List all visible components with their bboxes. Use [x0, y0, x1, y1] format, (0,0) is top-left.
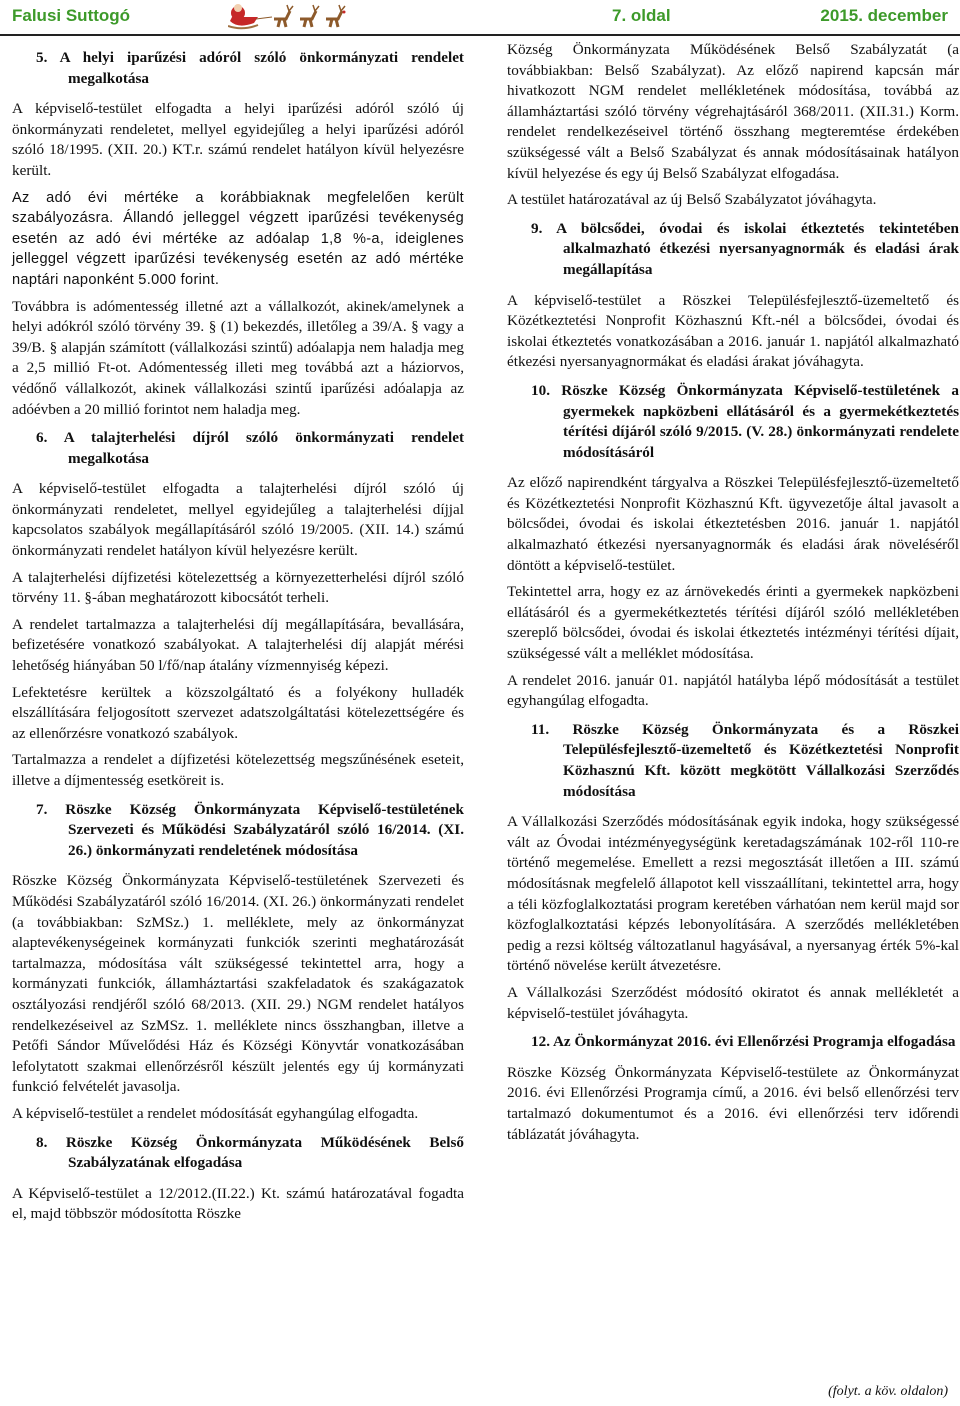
section-11-paragraph-1: A Vállalkozási Szerződés módosításának egyik indoka, hogy szükségessé vált az Óvodai intézményegységünk keretadagszámának 102-ről 110-re történő megemelése. Emellett a rezsi megosztását illetően a III. számú módosításnak megfelelő állapotot kell visszaállítani, tekintettel arra, hogy a téli közfoglalkoztatási program keretében várhatóan nem kerül majd sor közfoglalkoztatási képzés lebonyolítására. A szerződés mellékletében pedig a rezsi költség változatlanul hagyásával, a nyersanyag érték 5%-kal történő növelése került átvezetésre. [507, 813, 959, 975]
section-8-paragraph-2: Község Önkormányzata Működésének Belső Szabályzatát (a továbbiakban: Belső Szabályzat). Az előző napirend kapcsán már hivatkozott NGM rendelet mellékletének módosítása, továbbá az államháztartási szóló törvény végrehajtásáról 368/2011. (XII.31.) Korm. rendelet rendelkezéseivel történő összhang megteremtése érdekében szükségessé vált a Belső Szabályzat és annak módosításainak hatályon kívül helyezése és egy új Belső Szabályzat elfogadása. [507, 41, 959, 182]
section-7-paragraph-1: Röszke Község Önkormányzata Képviselő-testületének Szervezeti és Működési Szabályzatáról szóló 16/2014. (XI. 26.) önkormányzati rendelet (a továbbiakban: SzMSz.) 1. melléklete, mely az önkormányzat alaptevékenységeinek kormányzati funkciók szerinti meghatározását tartalmazza, módosítása vált szükségessé tekintettel arra, hogy a kormányzati funkciók, államháztartási szakfeladatok és szakágazatok osztályozási rendjéről szóló 68/2013. (XII. 29.) NGM rendelet hatályos rendelkezéseivel az SzMSz. 1. melléklete nincs összhangban, illetve a Petőfi Sándor Művelődési Ház és Községi Könyvtár vonatkozásában lefolytatott szakmai ellenőrzésről készült jelentés egy új kormányzati funkció felvételét javasolja. [12, 872, 464, 1096]
section-12-title: 12. Az Önkormányzat 2016. évi Ellenőrzési Programja elfogadása [531, 1033, 956, 1051]
section-10-paragraph-2: Tekintettel arra, hogy ez az árnövekedés érinti a gyermekek napközbeni ellátásáról és a gyermekétkeztetés térítési díjáról szóló mellékletében szereplő bölcsődei, óvodai és iskolai étkeztetés intézményi térítési díjait, szükségessé vált a melléklet módosítása. [507, 583, 959, 663]
section-5-paragraph-2: Az adó évi mértéke a korábbiaknak megfelelően került szabályozásra. Állandó jelleggel végzett iparűzési tevékenység esetén az adó évi mértéke az adóalap 1,8 %-a, ideiglenes jelleggel végzett iparűzési tevékenység esetén az adó mértéke naptári naponként 5.000 forint. [12, 189, 464, 288]
section-9-title: 9. A bölcsődei, óvodai és iskolai étkeztetés tekintetében alkalmazható étkezési nyersanyagnormák és eladási árak megállapítása [531, 219, 959, 278]
section-6-paragraph-2: A talajterhelési díjfizetési kötelezettség a környezetterhelési díjról szóló törvény 11. §-ában meghatározott kibocsátót terheli. [12, 568, 464, 607]
page-header [0, 0, 960, 36]
section-6-paragraph-5: Tartalmazza a rendelet a díjfizetési kötelezettség megszűnésének eseteit, illetve a díjmentesség esetköreit is. [12, 751, 464, 789]
publication-title: Falusi Suttogó [12, 6, 131, 25]
section-7-paragraph-2: A képviselő-testület a rendelet módosítását egyhangúlag elfogadta. [12, 1104, 419, 1122]
section-8-paragraph-3: A testület határozatával az új Belső Szabályzatot jóváhagyta. [507, 191, 877, 209]
right-column [507, 40, 959, 1151]
page-number: 7. oldal [612, 6, 671, 25]
section-11-paragraph-2: A Vállalkozási Szerződést módosító okiratot és annak mellékletét a képviselő-testület jóváhagyta. [507, 983, 959, 1022]
section-5-paragraph-1: A képviselő-testület elfogadta a helyi iparűzési adóról szóló új önkormányzati rendeletet, mellyel egyidejűleg a helyi iparűzési adóról szóló 18/1995. (XII. 20.) KT.r. számú rendelet hatályon kívül helyezésre került. [12, 100, 464, 179]
section-10-title: 10. Röszke Község Önkormányzata Képviselő-testületének a gyermekek napközbeni ellátásáról és a gyermekétkeztetés térítési díjáról szóló 9/2015. (V. 28.) önkormányzati rendelete módosításáról [531, 381, 959, 461]
continued-note: (folyt. a köv. oldalon) [828, 1384, 948, 1399]
section-10-paragraph-3: A rendelet 2016. január 01. napjától hatályba lépő módosítását a testület egyhangúlag elfogadta. [507, 671, 959, 710]
sleigh-reindeer-icon [228, 1, 362, 31]
section-8-title: 8. Röszke Község Önkormányzata Működésének Belső Szabályzatának elfogadása [36, 1133, 464, 1172]
section-6-paragraph-1: A képviselő-testület elfogadta a talajterhelési díjról szóló új önkormányzati rendeletet, mellyel egyidejűleg a talajterhelési díjjal kapcsolatos szabályok megállapításáról szóló 19/2005. (XII. 14.) számú önkormányzati rendelet hatályon kívül helyezésre került. [12, 480, 464, 560]
section-11-title: 11. Röszke Község Önkormányzata és a Röszkei Településfejlesztő-üzemeltető és Közétkeztetési Nonprofit Közhasznú Kft. között megkötött Vállalkozási Szerződés módosítása [531, 720, 959, 800]
section-5-title: 5. A helyi iparűzési adóról szóló önkormányzati rendelet megalkotása [36, 49, 464, 87]
section-10-paragraph-1: Az előző napirendként tárgyalva a Röszkei Településfejlesztő-üzemeltető és Közétkeztetési Nonprofit Közhasznú Kft. ügyvezetője által javasolt a bölcsődei, óvodai és iskolai étkeztetésben 2016. január 1. napjától alkalmazható étkezési nyersanyagnormák és eladási árak növeléséről döntött a képviselő-testület. [507, 474, 959, 574]
section-6-paragraph-3: A rendelet tartalmazza a talajterhelési díj megállapítására, bevallására, befizetésére vonatkozó szabályokat. A talajterhelési díj alapját mérési lehetőség hiányában 50 l/fő/nap átalány vízmennyiség képezi. [12, 615, 464, 675]
section-5-paragraph-3: Továbbra is adómentesség illetné azt a vállalkozót, akinek/amelynek a helyi adókról szóló törvény 39. § (1) bekezdés, illetőleg a 39/A. § vagy a 39/B. § alapján számított (vállalkozási szintű) adóalapja nem haladja meg a 2,5 millió Ft-ot. Adómentesség illeti meg továbbá azt a háziorvos, védőnő vállalkozót, akinek vállalkozási szintű iparűzési adóalapja az adóévben a 20 millió forintot nem haladja meg. [12, 297, 464, 418]
section-8-paragraph-1: A Képviselő-testület a 12/2012.(II.22.) Kt. számú határozatával fogadta el, majd többször módosította Röszke [12, 1184, 464, 1223]
issue-date: 2015. december [820, 6, 948, 25]
section-6-paragraph-4: Lefektetésre kerültek a közszolgáltató és a folyékony hulladék elszállítására feljogosított szervezet adatszolgáltatási kötelezettségére és az ellenőrzésre vonatkozó szabályok. [12, 683, 464, 742]
section-7-title: 7. Röszke Község Önkormányzata Képviselő-testületének Szervezeti és Működési Szabályzatáról szóló 16/2014. (XI. 26.) önkormányzati rendeletének módosítása [36, 800, 464, 859]
section-12-paragraph-1: Röszke Község Önkormányzata Képviselő-testülete az Önkormányzat 2016. évi Ellenőrzési Programja című, a 2016. évi belső ellenőrzési terv tartalmazó dokumentumot és a 2016. évi ellenőrzési terv időrendi táblázatát jóváhagyta. [507, 1063, 959, 1143]
section-6-title: 6. A talajterhelési díjról szóló önkormányzati rendelet megalkotása [36, 429, 464, 467]
left-column [12, 40, 464, 1231]
section-9-paragraph-1: A képviselő-testület a Röszkei Településfejlesztő-üzemeltető és Közétkeztetési Nonprofit Közhasznú Kft.-nél a bölcsődei, óvodai és iskolai étkeztetés vonatkozásában a 2016. január 1. napjától alkalmazható étkezési nyersanyagnormákat és eladási árakat jóváhagyta. [507, 291, 959, 371]
